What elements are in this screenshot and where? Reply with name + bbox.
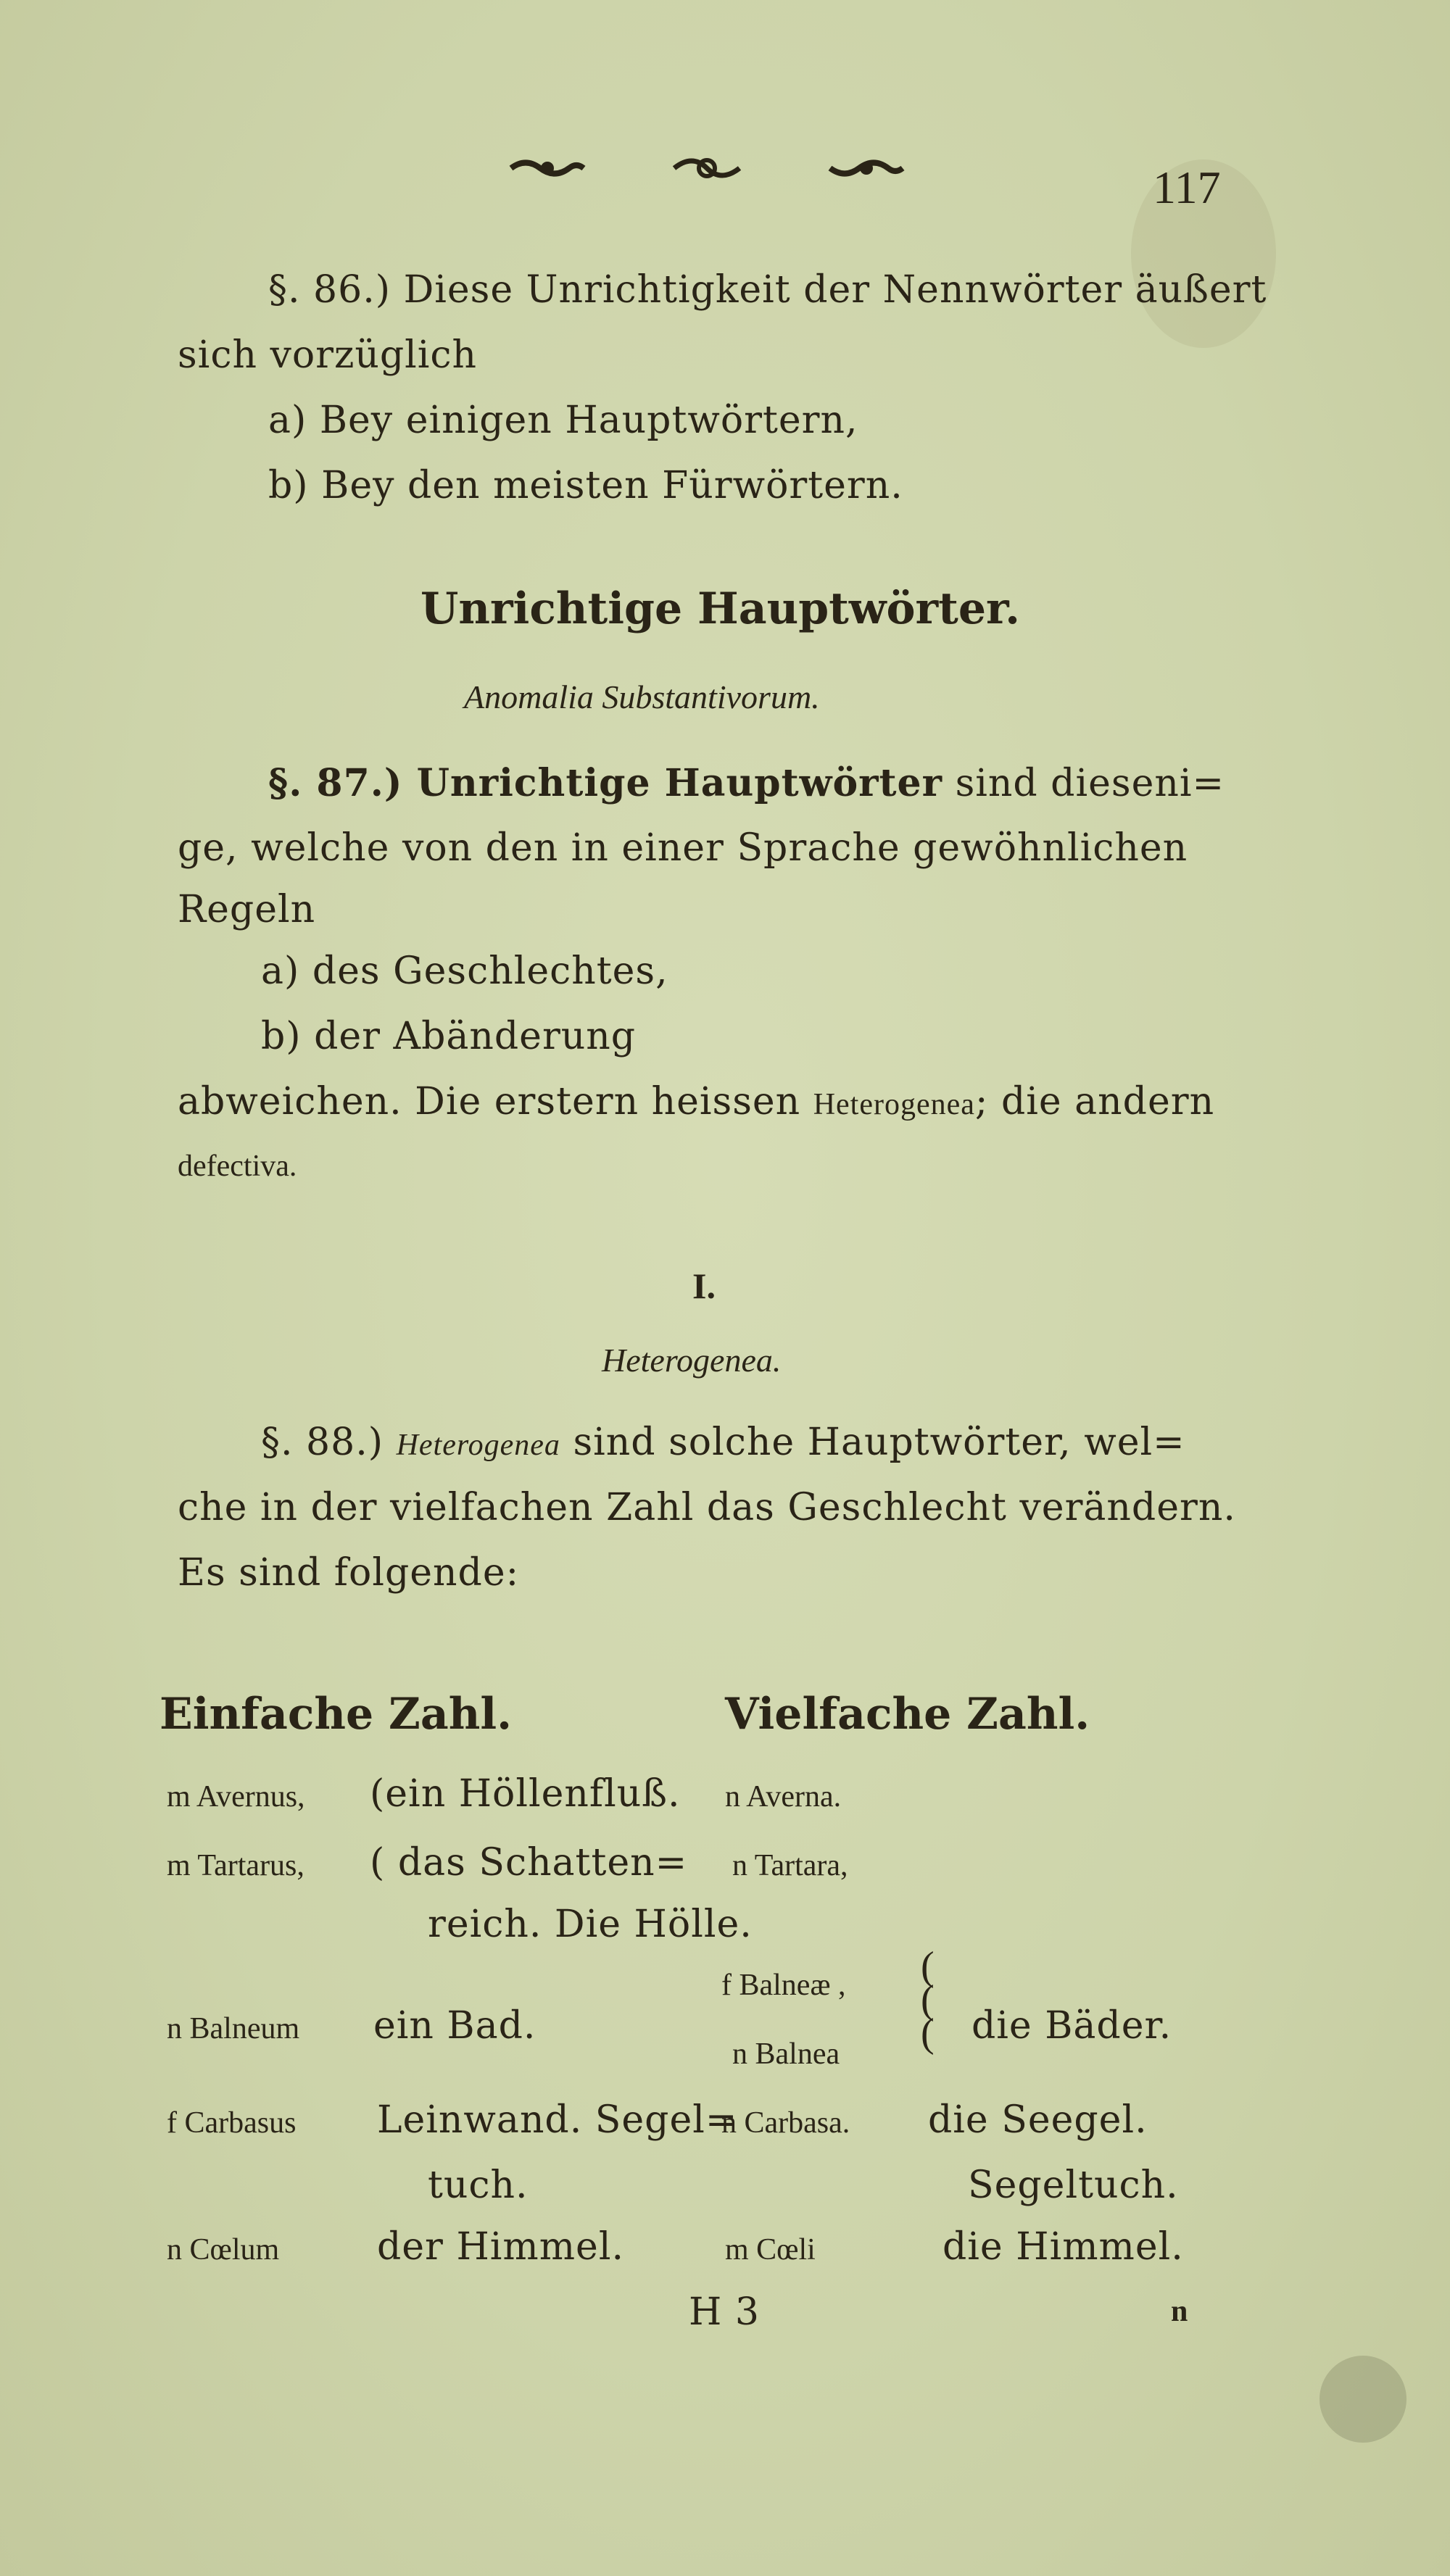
s86-item-a: a) Bey einigen Hauptwörtern, (268, 399, 858, 442)
s87-line5: defectiva. (178, 1150, 297, 1183)
s87-line3: Regeln (178, 888, 316, 931)
table-header-plural: Vielfache Zahl. (725, 1689, 1090, 1740)
s87-line2: ge, welche von den in einer Sprache gewöhnlichen (178, 826, 1188, 870)
table-row-plur: f Balneæ , (721, 1969, 846, 2002)
s88-line2: che in der vielfachen Zahl das Geschlecht verändern. (178, 1486, 1236, 1529)
section2-subtitle: Heterogenea. (602, 1342, 782, 1379)
s87-line4 (178, 1080, 1214, 1123)
table-row-plur-de: die Seegel. (928, 2098, 1148, 2142)
s86-line1: §. 86.) Diese Unrichtigkeit der Nennwörter äußert (268, 268, 1267, 312)
paper-stain (1320, 2356, 1406, 2443)
s87-line1-bold: §. 87.) Unrichtige Hauptwörter (268, 761, 943, 805)
ornament-center-icon (667, 154, 747, 183)
section-subtitle: Anomalia Substantivorum. (464, 678, 820, 715)
table-row-sing: n Cœlum (167, 2233, 280, 2267)
section-number: I. (692, 1266, 716, 1306)
table-row-plur-de: die Himmel. (942, 2225, 1184, 2269)
brace-glyph: ( ( ( (921, 1944, 935, 2056)
s87-line1 (268, 761, 1225, 805)
table-row-sing-de: ein Bad. (373, 2004, 536, 2048)
table-row-plur: m Cœli (725, 2233, 816, 2267)
table-row-sing-de2: reich. Die Hölle. (428, 1903, 753, 1946)
table-row-sing-de: (ein Höllenfluß. (370, 1772, 681, 1816)
ornament-right-icon (826, 154, 906, 183)
s88-line1-b: sind solche Hauptwörter, wel= (573, 1421, 1185, 1464)
table-row-sing: m Tartarus, (167, 1849, 304, 1882)
table-row-sing-de: der Himmel. (377, 2225, 624, 2269)
signature-mark: H 3 (689, 2290, 760, 2334)
s87-line4-latin: Heterogenea (813, 1088, 975, 1121)
ornament-left-icon (508, 154, 587, 183)
section-title: Unrichtige Hauptwörter. (420, 583, 1021, 634)
table-row-sing-de2: tuch. (428, 2164, 529, 2207)
table-row-plur: n Averna. (725, 1780, 842, 1813)
table-row-plur: n Carbasa. (721, 2106, 850, 2140)
s87-line4-b: ; die andern (974, 1080, 1215, 1123)
s86-item-b: b) Bey den meisten Fürwörtern. (268, 464, 903, 507)
table-row-plur: n Tartara, (732, 1849, 848, 1882)
header-ornament (508, 154, 906, 183)
s87-item-b: b) der Abänderung (261, 1015, 637, 1058)
s87-line1-rest: sind dieseni= (955, 762, 1225, 805)
s88-line1 (261, 1421, 1185, 1464)
table-row-plur-de2: Segeltuch. (968, 2164, 1179, 2207)
table-row-sing: m Avernus, (167, 1780, 305, 1813)
table-row-plur2: n Balnea (732, 2037, 840, 2071)
table-row-sing-de: ( das Schatten= (370, 1841, 688, 1885)
s87-item-a: a) des Geschlechtes, (261, 950, 668, 993)
s88-line1-a: §. 88.) (261, 1421, 384, 1464)
page-number: 117 (1153, 162, 1221, 213)
s88-line1-latin: Heterogenea (396, 1429, 560, 1462)
table-row-plur-de: die Bäder. (972, 2004, 1172, 2048)
table-row-sing: f Carbasus (167, 2106, 297, 2140)
s88-line3: Es sind folgende: (178, 1551, 520, 1595)
s87-line4-a: abweichen. Die erstern heissen (178, 1080, 801, 1123)
catchword: n (1171, 2295, 1188, 2328)
table-row-sing-de: Leinwand. Segel= (377, 2098, 738, 2142)
table-header-singular: Einfache Zahl. (160, 1689, 513, 1740)
table-row-sing: n Balneum (167, 2012, 300, 2045)
s86-line2: sich vorzüglich (178, 333, 478, 377)
